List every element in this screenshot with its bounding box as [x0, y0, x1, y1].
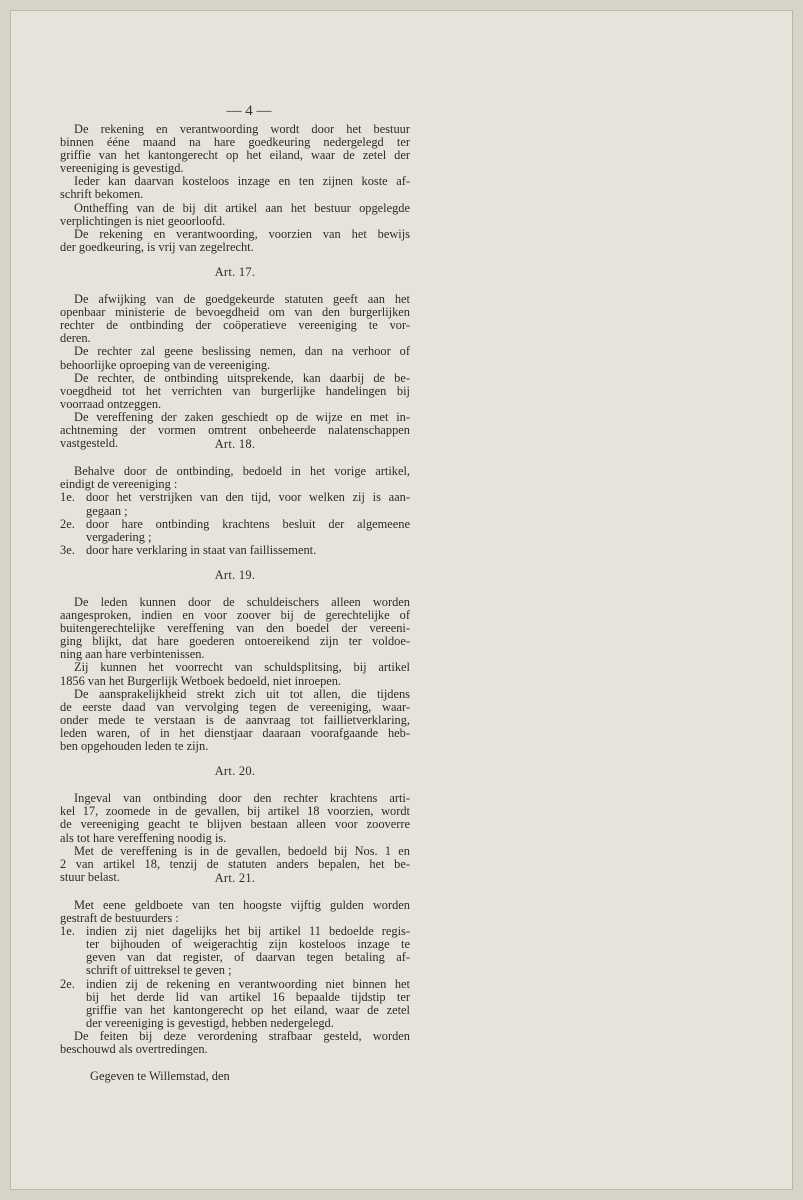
article-heading-21: Art. 21.	[214, 870, 256, 885]
text-line: als tot hare vereffening noodig is.	[60, 830, 227, 845]
text-line: behoorlijke oproeping van de vereeniging.	[60, 357, 271, 372]
text-line: voegdheid tot het verrichten van burgerlijke handelingen bij	[60, 383, 410, 398]
list-number: 1e.	[60, 490, 75, 505]
text-line: door het verstrijken van den tijd, voor welken zij is aan-	[86, 490, 410, 505]
text-line: ter bijhouden of weigerachtig zijn kosteloos inzage te	[86, 937, 410, 952]
text-line: Ingeval van ontbinding door den rechter krachtens arti-	[74, 791, 410, 806]
text-line: indien zij niet dagelijks het bij artikel 11 bedoelde regis-	[86, 924, 410, 939]
text-line: binnen ééne maand na hare goedkeuring nedergelegd ter	[60, 135, 410, 150]
list-number: 1e.	[60, 924, 75, 939]
list-item	[60, 544, 410, 557]
text-line: griffie van het kantongerecht op het eiland, waar de zetel	[86, 1002, 410, 1017]
text-line: 2 van artikel 18, tenzij de statuten anders bepalen, het be-	[60, 856, 410, 871]
section-art16-continued	[60, 123, 410, 254]
text-line: eindigt de vereeniging :	[60, 477, 178, 492]
list-number: 2e.	[60, 516, 75, 531]
text-line: schrift of uittreksel te geven ;	[86, 963, 232, 978]
article-heading-17: Art. 17.	[214, 264, 256, 279]
text-line: voorraad ontzeggen.	[60, 396, 162, 411]
text-line: aangesproken, indien en voor zoover bij de gerechtelijke of	[60, 608, 410, 623]
section-art21	[60, 899, 410, 1056]
text-line: beschouwd als overtredingen.	[60, 1042, 208, 1056]
text-line: De rekening en verantwoording wordt door het bestuur	[74, 122, 410, 136]
text-line: vastgesteld.	[60, 436, 119, 451]
text-line: der vereeniging is gevestigd, hebben nedergelegd.	[86, 1015, 334, 1030]
text-line: schrift bekomen.	[60, 187, 144, 202]
text-line: kel 17, zoomede in de gevallen, bij artikel 18 voorzien, wordt	[60, 804, 410, 819]
text-line: openbaar ministerie de bevoegdheid om van den burgerlijken	[60, 305, 410, 320]
text-line: verplichtingen is niet geoorloofd.	[60, 213, 226, 228]
text-line: geven van dat register, of daarvan tegen betaling af-	[86, 950, 410, 965]
text-line: Met eene geldboete van ten hoogste vijftig gulden worden	[74, 897, 410, 912]
text-line: deren.	[60, 331, 91, 346]
list-item	[60, 925, 410, 977]
text-line: der goedkeuring, is vrij van zegelrecht.	[60, 239, 254, 254]
text-line: de eerste daad van vervolging tegen de vereeniging, waar-	[60, 699, 410, 714]
text-line: De leden kunnen door de schuldeischers alleen worden	[74, 595, 410, 609]
page-number: — 4 —	[226, 103, 272, 119]
text-line: De aansprakelijkheid strekt zich uit tot allen, die tijdens	[74, 686, 410, 701]
text-line: vereeniging is gevestigd.	[60, 161, 184, 176]
text-line: De vereffening der zaken geschiedt op de wijze en met in-	[74, 409, 410, 424]
text-line: achtneming der vormen omtrent onbeheerde nalatenschappen	[60, 422, 410, 437]
text-line: leden waren, of in het dienstjaar daaraan voorafgaande heb-	[60, 725, 410, 740]
text-line: door hare verklaring in staat van faillissement.	[86, 542, 317, 557]
section-art17	[60, 293, 410, 450]
text-line: door hare ontbinding krachtens besluit der algemeene	[86, 516, 410, 531]
text-line: buitengerechtelijke vereffening van den boedel der vereeni-	[60, 621, 410, 636]
text-line: bij het derde lid van artikel 16 bepaalde tijdstip ter	[86, 989, 410, 1004]
text-line: ging blijkt, dat hare goederen ontoereikend zijn ter voldoe-	[60, 634, 410, 649]
list-item	[60, 978, 410, 1030]
list-item	[60, 518, 410, 544]
document-body	[60, 123, 410, 1083]
text-line: ben opgehouden leden te zijn.	[60, 739, 209, 754]
article-heading-18: Art. 18.	[214, 437, 256, 452]
text-line: 1856 van het Burgerlijk Wetboek bedoeld, niet inroepen.	[60, 673, 342, 688]
text-line: De afwijking van de goedgekeurde statuten geeft aan het	[74, 292, 410, 307]
text-line: De rechter, de ontbinding uitsprekende, kan daarbij de be-	[74, 370, 410, 385]
article-heading-19: Art. 19.	[214, 567, 256, 582]
text-line: Ontheffing van de bij dit artikel aan het bestuur opgelegde	[74, 200, 410, 215]
text-line: rechter de ontbinding der coöperatieve vereeniging te vor-	[60, 318, 410, 333]
text-line: onder mede te verstaan is de aanvraag tot faillietverklaring,	[60, 712, 410, 727]
text-line: Met de vereffening is in de gevallen, bedoeld bij Nos. 1 en	[74, 843, 410, 858]
text-line: indien zij de rekening en verantwoording niet binnen het	[86, 976, 410, 991]
text-line: de vereeniging geacht te blijven bestaan alleen voor zooverre	[60, 817, 410, 832]
section-art19	[60, 596, 410, 753]
list-number: 2e.	[60, 976, 75, 991]
text-line: De rekening en verantwoording, voorzien van het bewijs	[74, 226, 410, 241]
section-art18	[60, 465, 410, 557]
closing-line: Gegeven te Willemstad, den	[90, 1069, 230, 1084]
text-line: stuur belast.	[60, 869, 120, 884]
text-line: Behalve door de ontbinding, bedoeld in het vorige artikel,	[74, 464, 410, 479]
text-line: gestraft de bestuurders :	[60, 911, 179, 926]
text-line: Zij kunnen het voorrecht van schuldsplitsing, bij artikel	[74, 660, 410, 675]
article-heading-20: Art. 20.	[214, 764, 256, 779]
text-line: gegaan ;	[86, 503, 128, 518]
text-line: ning aan hare verbintenissen.	[60, 647, 205, 662]
text-line: De feiten bij deze verordening strafbaar gesteld, worden	[74, 1028, 410, 1043]
text-line: griffie van het kantongerecht op het eiland, waar de zetel der	[60, 148, 410, 163]
list-item	[60, 491, 410, 517]
text-line: De rechter zal geene beslissing nemen, dan na verhoor of	[74, 344, 410, 359]
list-number: 3e.	[60, 542, 75, 557]
text-line: Ieder kan daarvan kosteloos inzage en ten zijnen koste af-	[74, 174, 410, 189]
text-line: vergadering ;	[86, 529, 152, 544]
